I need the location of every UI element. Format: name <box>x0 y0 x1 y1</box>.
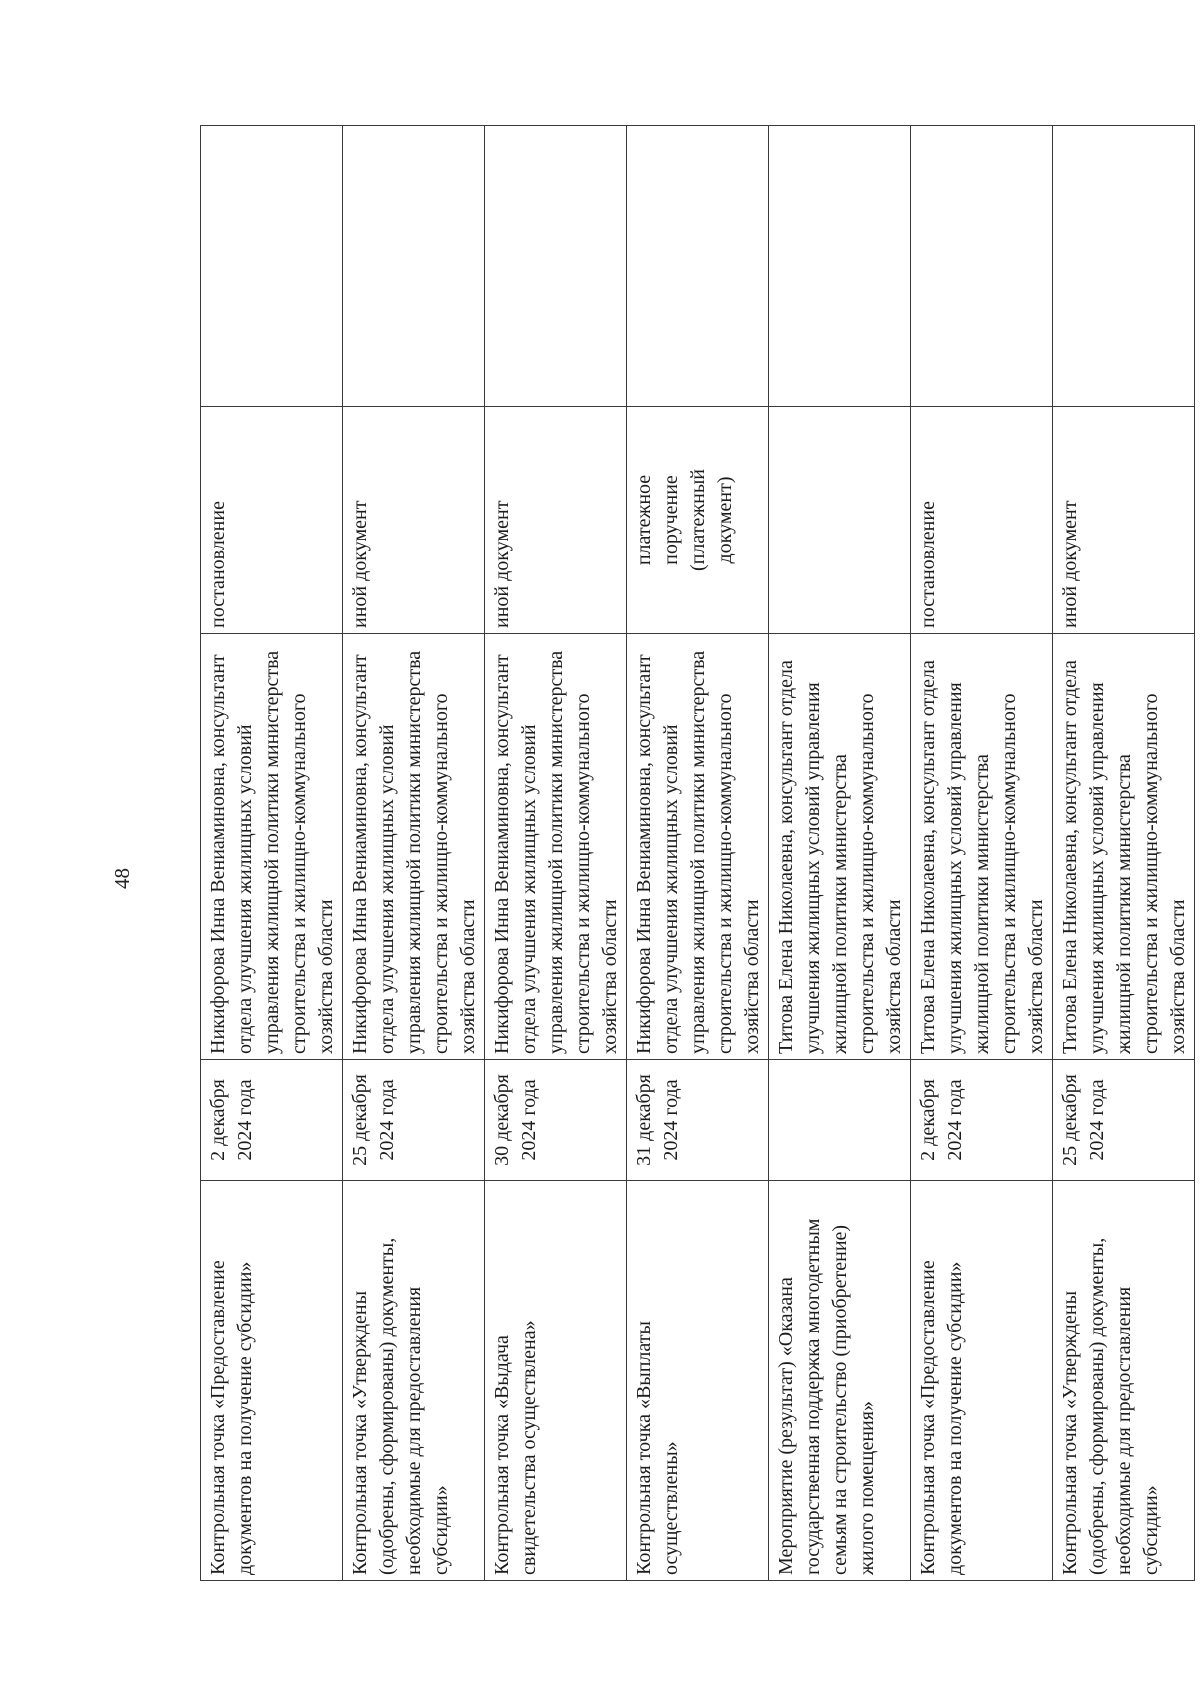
document-type-cell <box>769 407 911 634</box>
table-row <box>1053 126 1195 1581</box>
date-cell: 2 декабря 2024 года <box>201 1060 343 1181</box>
responsible-cell: Титова Елена Николаевна, консультант отдела улучшения жилищных условий управления жилищной политики министерства строительства и жилищно-коммунального хозяйства области <box>911 634 1053 1060</box>
date-cell: 31 декабря 2024 года <box>627 1060 769 1181</box>
table-row <box>485 126 627 1581</box>
date-cell: 2 декабря 2024 года <box>911 1060 1053 1181</box>
empty-cell <box>1053 126 1195 407</box>
document-type-cell: постановление <box>911 407 1053 634</box>
responsible-cell: Никифорова Инна Вениаминовна, консультант отдела улучшения жилищных условий управления жилищной политики министерства строительства и жилищно-коммунального хозяйства области <box>201 634 343 1060</box>
event-name-cell: Мероприятие (результат) «Оказана государственная поддержка многодетным семьям на строительство (приобретение) жилого помещения» <box>769 1181 911 1581</box>
document-type-cell: иной документ <box>343 407 485 634</box>
date-cell: 25 декабря 2024 года <box>1053 1060 1195 1181</box>
date-cell: 30 декабря 2024 года <box>485 1060 627 1181</box>
event-name-cell: Контрольная точка «Выплаты осуществлены» <box>627 1181 769 1581</box>
empty-cell <box>343 126 485 407</box>
empty-cell <box>769 126 911 407</box>
responsible-cell: Титова Елена Николаевна, консультант отдела улучшения жилищных условий управления жилищной политики министерства строительства и жилищно-коммунального хозяйства области <box>1053 634 1195 1060</box>
document-type-cell: платежное поручение (платежный документ) <box>627 407 769 634</box>
responsible-cell: Никифорова Инна Вениаминовна, консультант отдела улучшения жилищных условий управления жилищной политики министерства строительства и жилищно-коммунального хозяйства области <box>485 634 627 1060</box>
table-row <box>201 126 343 1581</box>
empty-cell <box>201 126 343 407</box>
table-row <box>769 126 911 1581</box>
date-cell <box>769 1060 911 1181</box>
event-name-cell: Контрольная точка «Предоставление документов на получение субсидии» <box>201 1181 343 1581</box>
empty-cell <box>627 126 769 407</box>
document-type-cell: иной документ <box>485 407 627 634</box>
table-row <box>911 126 1053 1581</box>
table-row <box>343 126 485 1581</box>
responsible-cell: Никифорова Инна Вениаминовна, консультант отдела улучшения жилищных условий управления жилищной политики министерства строительства и жилищно-коммунального хозяйства области <box>627 634 769 1060</box>
document-type-cell: постановление <box>201 407 343 634</box>
page-number: 48 <box>109 867 134 889</box>
event-name-cell: Контрольная точка «Выдача свидетельства осуществлена» <box>485 1181 627 1581</box>
rotated-table-container <box>200 125 1189 1581</box>
event-name-cell: Контрольная точка «Предоставление документов на получение субсидии» <box>911 1181 1053 1581</box>
empty-cell <box>911 126 1053 407</box>
document-type-cell: иной документ <box>1053 407 1195 634</box>
event-name-cell: Контрольная точка «Утверждены (одобрены, сформированы) документы, необходимые для предоставления субсидии» <box>343 1181 485 1581</box>
empty-cell <box>485 126 627 407</box>
control-points-table <box>200 125 1195 1581</box>
table-row <box>627 126 769 1581</box>
event-name-cell: Контрольная точка «Утверждены (одобрены, сформированы) документы, необходимые для предоставления субсидии» <box>1053 1181 1195 1581</box>
date-cell: 25 декабря 2024 года <box>343 1060 485 1181</box>
responsible-cell: Титова Елена Николаевна, консультант отдела улучшения жилищных условий управления жилищной политики министерства строительства и жилищно-коммунального хозяйства области <box>769 634 911 1060</box>
responsible-cell: Никифорова Инна Вениаминовна, консультант отдела улучшения жилищных условий управления жилищной политики министерства строительства и жилищно-коммунального хозяйства области <box>343 634 485 1060</box>
